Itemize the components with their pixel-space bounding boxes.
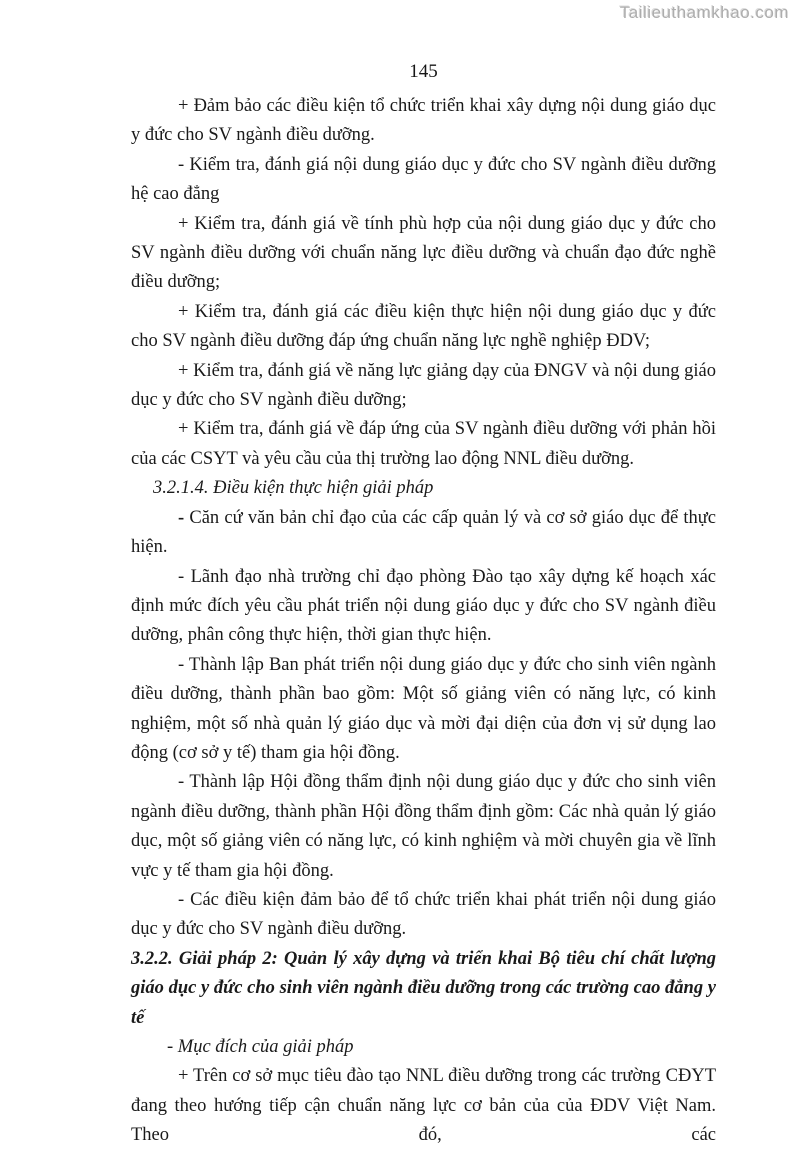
paragraph xyxy=(131,298,716,357)
list-marker: - xyxy=(178,772,185,793)
list-marker: - xyxy=(178,566,185,587)
paragraph xyxy=(131,151,716,210)
paragraph xyxy=(131,886,716,945)
paragraph-text: Mục đích của giải pháp xyxy=(173,1037,354,1057)
watermark-text: Tailieuthamkhao.com xyxy=(619,3,789,22)
list-marker: + xyxy=(178,360,189,381)
paragraph-text: Kiểm tra, đánh giá về đáp ứng của SV ngành điều dưỡng với phản hồi của các CSYT và yêu cầu của thị trường lao động NNL điều dưỡng. xyxy=(131,419,716,469)
paragraph-text: Đảm bảo các điều kiện tổ chức triển khai xây dựng nội dung giáo dục y đức cho SV ngành điều dưỡng. xyxy=(131,96,716,146)
paragraph-text: Các điều kiện đảm bảo để tổ chức triển khai phát triển nội dung giáo dục y đức cho SV ngành điều dưỡng. xyxy=(131,889,716,940)
list-marker: + xyxy=(178,213,189,234)
paragraph-text: Kiểm tra, đánh giá nội dung giáo dục y đức cho SV ngành điều dưỡng hệ cao đẳng xyxy=(131,154,716,205)
section-heading-3-2-2 xyxy=(131,945,716,1033)
paragraph xyxy=(131,768,716,886)
section-heading-3-2-1-4 xyxy=(131,474,716,503)
page-content xyxy=(131,92,716,1151)
list-marker: - xyxy=(178,507,185,528)
paragraph xyxy=(131,92,716,151)
paragraph-text: Căn cứ văn bản chỉ đạo của các cấp quản lý và cơ sở giáo dục để thực hiện. xyxy=(131,507,716,558)
heading-text: 3.2.1.4. Điều kiện thực hiện giải pháp xyxy=(153,478,434,499)
paragraph xyxy=(131,1033,716,1062)
paragraph xyxy=(131,415,716,474)
paragraph-text: Kiểm tra, đánh giá về tính phù hợp của nội dung giáo dục y đức cho SV ngành điều dưỡng với chuẩn năng lực điều dưỡng và chuẩn đạo đức nghề điều dưỡng; xyxy=(131,213,716,293)
list-marker: + xyxy=(178,419,189,440)
paragraph xyxy=(131,563,716,651)
paragraph-text: Kiểm tra, đánh giá các điều kiện thực hiện nội dung giáo dục y đức cho SV ngành điều dưỡng đáp ứng chuẩn năng lực nghề nghiệp ĐDV; xyxy=(131,301,716,352)
list-marker: - xyxy=(178,154,185,175)
list-marker: - xyxy=(178,654,185,675)
list-marker: + xyxy=(178,96,189,116)
paragraph-text: Thành lập Ban phát triển nội dung giáo dục y đức cho sinh viên ngành điều dưỡng, thành phần bao gồm: Một số giảng viên có năng lực, có kinh nghiệm, một số nhà quản lý giáo dục và mời đại diện của đơn vị sử dụng lao động (cơ sở y tế) tham gia hội đồng. xyxy=(131,654,716,763)
list-marker: + xyxy=(178,301,189,322)
paragraph xyxy=(131,357,716,416)
list-marker: - xyxy=(167,1037,174,1057)
paragraph xyxy=(131,651,716,769)
paragraph xyxy=(131,210,716,298)
page-number: 145 xyxy=(409,61,438,82)
list-marker: + xyxy=(178,1066,189,1087)
list-marker: - xyxy=(178,889,185,910)
paragraph xyxy=(131,1062,716,1150)
paragraph-text: Trên cơ sở mục tiêu đào tạo NNL điều dưỡng trong các trường CĐYT đang theo hướng tiếp cận chuẩn năng lực cơ bản của của ĐDV Việt Nam. Theo đó, các xyxy=(131,1066,716,1146)
paragraph-text: Thành lập Hội đồng thẩm định nội dung giáo dục y đức cho sinh viên ngành điều dưỡng, thành phần Hội đồng thẩm định gồm: Các nhà quản lý giáo dục, một số giảng viên có năng lực, có kinh nghiệm và mời chuyên gia về lĩnh vực y tế tham gia hội đồng. xyxy=(131,772,716,881)
paragraph xyxy=(131,504,716,563)
heading-text: 3.2.2. Giải pháp 2: Quản lý xây dựng và triển khai Bộ tiêu chí chất lượng giáo dục y đức cho sinh viên ngành điều dưỡng trong các trường cao đẳng y tế xyxy=(131,948,716,1028)
paragraph-text: Kiểm tra, đánh giá về năng lực giảng dạy của ĐNGV và nội dung giáo dục y đức cho SV ngành điều dưỡng; xyxy=(131,360,716,411)
paragraph-text: Lãnh đạo nhà trường chỉ đạo phòng Đào tạo xây dựng kế hoạch xác định mức đích yêu cầu phát triển nội dung giáo dục y đức cho SV ngành điều dưỡng, phân công thực hiện, thời gian thực hiện. xyxy=(131,566,716,646)
